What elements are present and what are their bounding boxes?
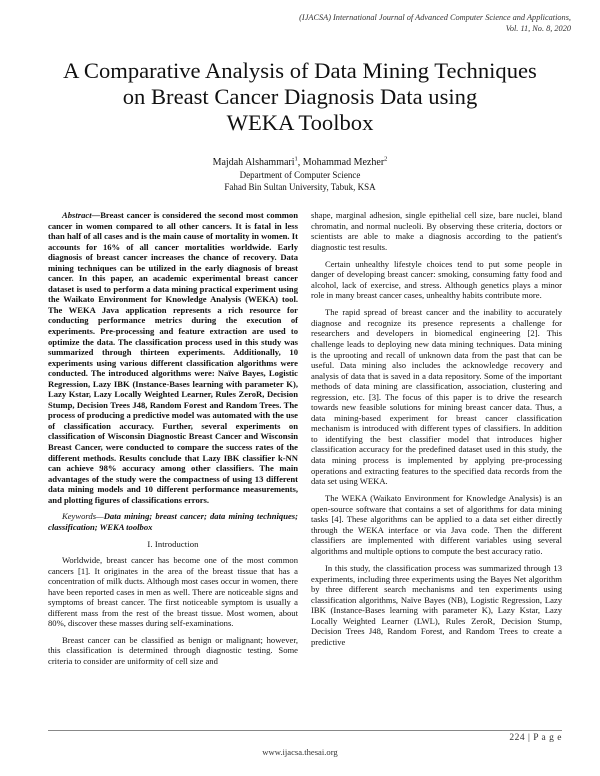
- author-affiliation-mark: 1: [294, 155, 298, 163]
- left-column: [48, 210, 298, 672]
- journal-name: (IJACSA) International Journal of Advanced Computer Science and Applications,: [299, 13, 571, 22]
- journal-volume: Vol. 11, No. 8, 2020: [505, 24, 571, 33]
- keywords-text: Data mining; breast cancer; data mining techniques; classification; WEKA toolbox: [48, 511, 298, 532]
- author-list: [0, 156, 600, 169]
- footer-url: www.ijacsa.thesai.org: [262, 747, 338, 757]
- abstract-lead: Abstract—: [62, 210, 101, 220]
- footer-divider: [48, 730, 562, 731]
- body-paragraph: Worldwide, breast cancer has become one of the most common cancers [1]. It originates in the area of the breast tissue that has a concentration of milk ducts. Although most cases occur in women, there have been reported cases in men as well. There are noticeable signs and symptoms of breast cancer. The first noticeable symptom is usually a different mass from the rest of the breast tissue. Most women, about 80%, discover these masses during self-examinations.: [48, 554, 298, 629]
- keywords-lead: Keywords—: [62, 511, 104, 522]
- author-name: Mohammad Mezher: [302, 157, 385, 168]
- author-separator: ,: [297, 157, 303, 168]
- title-line-1: A Comparative Analysis of Data Mining Techniques: [63, 58, 537, 83]
- paper-title: [20, 58, 580, 136]
- body-paragraph: The rapid spread of breast cancer and the inability to accurately diagnose and recognize its presence represents a challenge for researchers and developers in biomedical engineering [2]. This challenge leads to deploying new data mining techniques. Data mining is the uprooting and recall of unknown data from the past that can be useful. Data mining also includes the acknowledge recovery and analysis of data that is saved in a data repository. Some of the important methods of data mining are classification, association, clustering and regression, etc. [3]. The focus of this paper is to drive the research towards new feasible solutions for mining breast cancer data. Thus, a data mining-based experiment for breast cancer classification mechanism is introduced with different types of classifiers. In addition to identifying the best classifier model that introduces higher classification accuracy for the predefined dataset used in this study, the data mining process is implemented by applying pre-processing operations and extracting features to the specified data records from the data set using WEKA.: [311, 307, 562, 487]
- abstract-text: Breast cancer is considered the second most common cancer in women compared to all other cancers. It is fatal in less than half of all cases and is the main cause of mortality in women. It accounts for 16% of all cancer mortalities worldwide. Early diagnosis of breast cancer increases the chance of recovery. Data mining techniques can be utilized in the early diagnosis of breast cancer. In this paper, an academic experimental breast cancer dataset is used to perform a data mining practical experiment using the Waikato Environment for Knowledge Analysis (WEKA) tool. The WEKA Java application represents a rich resource for conducting performance metrics during the execution of experiments. Pre-processing and feature extraction are used to optimize the data. The classification process used in this study was summarized through thirteen experiments. Additionally, 10 experiments using various different classification algorithms were conducted. The introduced algorithms were: Naïve Bayes, Logistic Regression, Lazy IBK (Instance-Bases learning with parameter K), Lazy Kstar, Lazy Locally Weighted Learner, Rules ZeroR, Decision Stump, Decision Trees J48, Random Forest and Random Trees. The process of producing a predictive model was automated with the use of classification accuracy. Further, several experiments on classification of Wisconsin Diagnostic Breast Cancer and Wisconsin Breast Cancer, were conducted to compare the success rates of the different methods. Results conclude that Lazy IBK classifier k-NN can achieve 98% accuracy among other classifiers. The main advantages of the study were the compactness of using 13 different data mining models and 10 different performance measurements, and plotting figures of classifications errors.: [48, 210, 298, 505]
- page-number: 224 | P a g e: [509, 733, 562, 743]
- body-paragraph: Breast cancer can be classified as benign or malignant; however, this classification is determined through diagnostic testing. Some criteria to consider are uniformity of cell size and: [48, 634, 298, 666]
- body-paragraph: In this study, the classification process was summarized through 13 experiments, including three experiments using the Bayes Net algorithm by three different search mechanisms and ten experiments using classification algorithms, Naïve Bayes (NB), Logistic Regression, Lazy IBK (Instance-Bases learning with parameter K), Lazy Kstar, Lazy Locally Weighted Learner (LWL), Rules ZeroR, Decision Stump, Decision Trees J48, Random Forest, and Random Trees to create a predictive: [311, 562, 562, 647]
- author-university: Fahad Bin Sultan University, Tabuk, KSA: [224, 182, 376, 192]
- body-paragraph: The WEKA (Waikato Environment for Knowledge Analysis) is an open-source software that contains a set of algorithms for data mining tasks [4]. These algorithms can be applied to a data set either directly through the WEKA interface or via Java code. Then the different classifiers are implemented with different variables using several algorithms and multiple options to compute the best accuracy ratio.: [311, 493, 562, 556]
- title-line-2: on Breast Cancer Diagnosis Data using: [122, 84, 478, 109]
- body-paragraph: Certain unhealthy lifestyle choices tend to put some people in danger of developing breast cancer: smoking, consuming fatty food and alcohol, lack of exercise, and stress. Although genetics plays a minor role in many breast cancer cases, unhealthy habits contribute more.: [311, 258, 562, 301]
- title-line-3: WEKA Toolbox: [226, 110, 374, 135]
- running-header: [211, 12, 571, 34]
- right-column: [311, 210, 562, 654]
- body-paragraph: shape, marginal adhesion, single epithelial cell size, bare nuclei, bland chromatin, and normal nucleoli. By observing these criteria, doctors or scientists are able to make a diagnosis according to the patient's diagnostic test results.: [311, 210, 562, 252]
- section-heading-introduction: I. Introduction: [147, 539, 199, 550]
- abstract: [48, 210, 298, 505]
- author-name: Majdah Alshammari: [212, 157, 295, 168]
- author-affiliation-mark: 2: [384, 155, 388, 163]
- author-department: Department of Computer Science: [239, 170, 361, 180]
- keywords: [48, 511, 298, 532]
